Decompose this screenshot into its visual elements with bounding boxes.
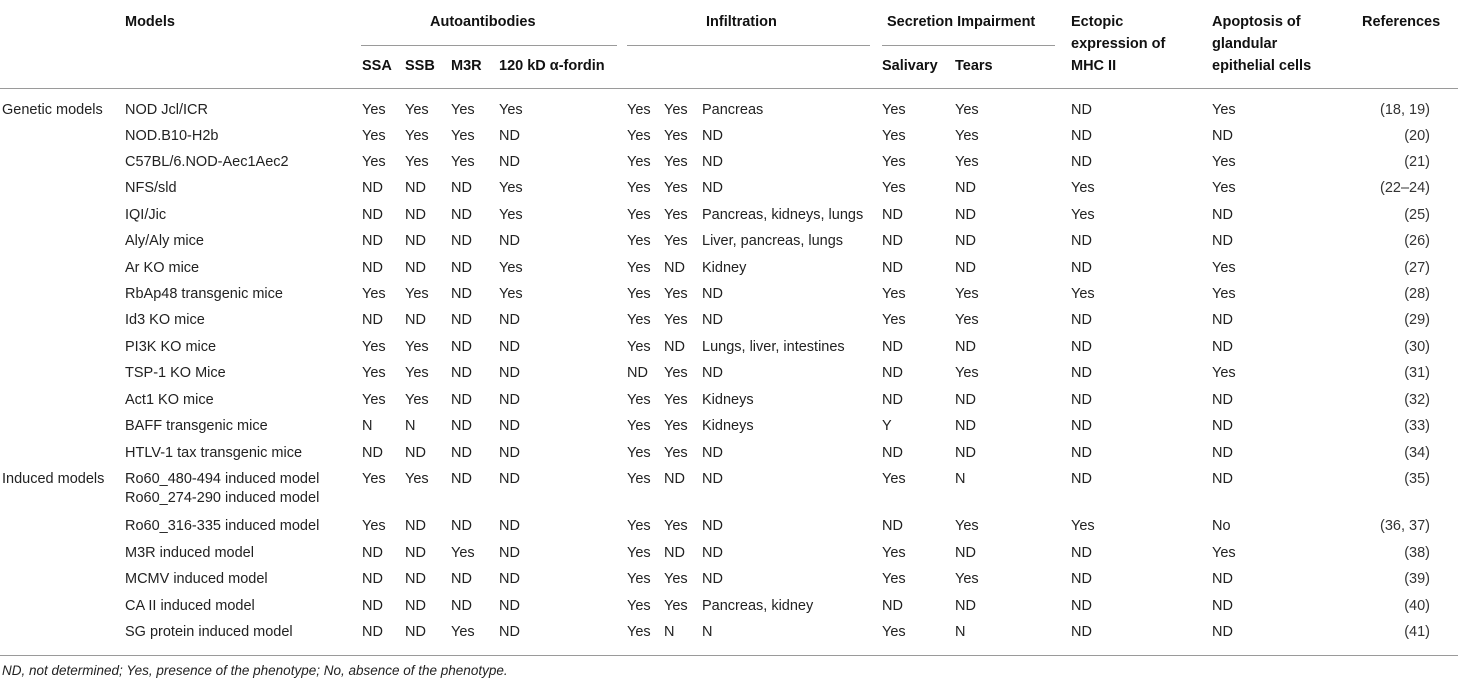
cell-inf2: N [664, 624, 675, 640]
cell-fordin: Yes [499, 260, 523, 276]
cell-inf2: Yes [664, 180, 688, 196]
cell-fordin: ND [499, 128, 520, 144]
cell-fordin: ND [499, 545, 520, 561]
cell-sal: Yes [882, 180, 906, 196]
cell-m3r: ND [451, 518, 472, 534]
header-apoptosis-3: epithelial cells [1212, 58, 1312, 74]
secretion-rule [882, 45, 1055, 46]
cell-m3r: ND [451, 445, 472, 461]
cell-ssa: Yes [362, 392, 386, 408]
cell-mhc: ND [1071, 392, 1092, 408]
cell-ssa: Yes [362, 154, 386, 170]
header-secretion-impairment: Secretion Impairment [887, 14, 1036, 30]
cell-inf3: ND [702, 180, 723, 196]
reference-cell: (33) [1404, 418, 1430, 434]
cell-inf3: ND [702, 545, 723, 561]
cell-inf3: ND [702, 365, 723, 381]
cell-ssa: ND [362, 207, 383, 223]
cell-inf2: Yes [664, 286, 688, 302]
cell-sal: ND [882, 598, 903, 614]
cell-tears: ND [955, 180, 976, 196]
cell-sal: ND [882, 445, 903, 461]
cell-mhc: ND [1071, 418, 1092, 434]
cell-m3r: ND [451, 286, 472, 302]
cell-inf1: Yes [627, 418, 651, 434]
cell-inf3: Lungs, liver, intestines [702, 339, 845, 355]
cell-inf1: Yes [627, 545, 651, 561]
cell-tears: ND [955, 260, 976, 276]
model-name: TSP-1 KO Mice [125, 365, 226, 381]
cell-ssb: ND [405, 624, 426, 640]
cell-inf3: Pancreas, kidneys, lungs [702, 207, 864, 223]
cell-ssa: Yes [362, 471, 386, 487]
cell-inf3: Kidneys [702, 392, 754, 408]
cell-mhc: Yes [1071, 180, 1095, 196]
cell-inf2: Yes [664, 312, 688, 328]
cell-ssa: ND [362, 545, 383, 561]
model-name: M3R induced model [125, 545, 254, 561]
cell-fordin: Yes [499, 286, 523, 302]
cell-mhc: ND [1071, 260, 1092, 276]
cell-ssb: Yes [405, 286, 429, 302]
model-name: Id3 KO mice [125, 312, 205, 328]
cell-fordin: ND [499, 365, 520, 381]
cell-tears: ND [955, 233, 976, 249]
cell-tears: Yes [955, 312, 979, 328]
cell-inf1: Yes [627, 471, 651, 487]
cell-sal: ND [882, 365, 903, 381]
cell-tears: Yes [955, 154, 979, 170]
cell-ssb: Yes [405, 102, 429, 118]
model-name: Act1 KO mice [125, 392, 214, 408]
reference-cell: (25) [1404, 207, 1430, 223]
cell-m3r: ND [451, 180, 472, 196]
cell-ssb: ND [405, 207, 426, 223]
cell-tears: ND [955, 418, 976, 434]
cell-inf1: Yes [627, 624, 651, 640]
cell-ssb: ND [405, 233, 426, 249]
model-name: NOD.B10-H2b [125, 128, 219, 144]
cell-apop: ND [1212, 624, 1233, 640]
cell-apop: ND [1212, 445, 1233, 461]
header-models: Models [125, 14, 175, 30]
cell-sal: ND [882, 392, 903, 408]
cell-m3r: ND [451, 233, 472, 249]
cell-mhc: ND [1071, 445, 1092, 461]
reference-cell: (41) [1404, 624, 1430, 640]
cell-mhc: ND [1071, 545, 1092, 561]
cell-tears: Yes [955, 518, 979, 534]
cell-sal: Yes [882, 102, 906, 118]
cell-tears: ND [955, 598, 976, 614]
cell-inf3: ND [702, 571, 723, 587]
model-name: PI3K KO mice [125, 339, 217, 355]
table-footnote: ND, not determined; Yes, presence of the phenotype; No, absence of the phenotype. [2, 663, 508, 678]
header-ectopic-2: expression of [1071, 36, 1166, 52]
cell-inf3: ND [702, 445, 723, 461]
cell-inf1: Yes [627, 260, 651, 276]
cell-tears: Yes [955, 128, 979, 144]
cell-apop: ND [1212, 207, 1233, 223]
subheader-ssb: SSB [405, 58, 435, 74]
cell-mhc: ND [1071, 598, 1092, 614]
model-name: C57BL/6.NOD-Aec1Aec2 [125, 154, 289, 170]
model-name: CA II induced model [125, 598, 255, 614]
cell-m3r: ND [451, 471, 472, 487]
cell-inf2: ND [664, 545, 685, 561]
cell-sal: Yes [882, 471, 906, 487]
cell-sal: Y [882, 418, 892, 434]
cell-apop: Yes [1212, 260, 1236, 276]
cell-sal: ND [882, 233, 903, 249]
cell-sal: ND [882, 518, 903, 534]
cell-sal: Yes [882, 286, 906, 302]
reference-cell: (32) [1404, 392, 1430, 408]
cell-fordin: Yes [499, 180, 523, 196]
model-name: Ro60_480-494 induced model [125, 471, 320, 487]
cell-m3r: Yes [451, 624, 475, 640]
model-name: NFS/sld [125, 180, 177, 196]
model-name: Aly/Aly mice [125, 233, 204, 249]
reference-cell: (29) [1404, 312, 1430, 328]
cell-ssa: Yes [362, 365, 386, 381]
cell-apop: Yes [1212, 365, 1236, 381]
cell-fordin: ND [499, 312, 520, 328]
cell-ssa: ND [362, 624, 383, 640]
cell-apop: Yes [1212, 180, 1236, 196]
cell-ssa: ND [362, 233, 383, 249]
reference-cell: (21) [1404, 154, 1430, 170]
cell-tears: ND [955, 339, 976, 355]
reference-cell: (40) [1404, 598, 1430, 614]
group-label: Genetic models [2, 102, 103, 118]
cell-inf2: Yes [664, 571, 688, 587]
cell-apop: ND [1212, 233, 1233, 249]
cell-sal: Yes [882, 154, 906, 170]
header-references: References [1362, 14, 1441, 30]
cell-inf1: Yes [627, 233, 651, 249]
cell-inf2: Yes [664, 233, 688, 249]
reference-cell: (30) [1404, 339, 1430, 355]
cell-fordin: ND [499, 518, 520, 534]
cell-ssa: Yes [362, 339, 386, 355]
cell-tears: ND [955, 445, 976, 461]
cell-apop: Yes [1212, 545, 1236, 561]
cell-ssb: Yes [405, 392, 429, 408]
cell-mhc: ND [1071, 624, 1092, 640]
cell-ssb: ND [405, 598, 426, 614]
cell-inf1: Yes [627, 154, 651, 170]
model-name: BAFF transgenic mice [125, 418, 268, 434]
infiltration-rule [627, 45, 870, 46]
cell-tears: Yes [955, 102, 979, 118]
cell-inf3: ND [702, 154, 723, 170]
header-infiltration: Infiltration [706, 14, 777, 30]
cell-sal: Yes [882, 624, 906, 640]
cell-mhc: ND [1071, 571, 1092, 587]
subheader-salivary: Salivary [882, 58, 938, 74]
cell-inf2: Yes [664, 128, 688, 144]
cell-sal: Yes [882, 128, 906, 144]
cell-ssa: ND [362, 312, 383, 328]
cell-inf1: Yes [627, 339, 651, 355]
cell-ssa: N [362, 418, 373, 434]
cell-inf1: Yes [627, 207, 651, 223]
cell-fordin: ND [499, 445, 520, 461]
cell-sal: ND [882, 339, 903, 355]
cell-ssa: ND [362, 445, 383, 461]
cell-inf2: ND [664, 339, 685, 355]
cell-inf1: Yes [627, 598, 651, 614]
cell-apop: ND [1212, 339, 1233, 355]
cell-inf2: Yes [664, 445, 688, 461]
header-ectopic-1: Ectopic [1071, 14, 1124, 30]
cell-ssb: Yes [405, 154, 429, 170]
cell-mhc: ND [1071, 339, 1092, 355]
cell-inf3: ND [702, 286, 723, 302]
cell-fordin: Yes [499, 102, 523, 118]
header-autoantibodies: Autoantibodies [430, 14, 536, 30]
model-name: Ar KO mice [125, 260, 200, 276]
cell-tears: Yes [955, 286, 979, 302]
model-name: Ro60_274-290 induced model [125, 490, 320, 506]
cell-m3r: ND [451, 365, 472, 381]
cell-ssa: ND [362, 571, 383, 587]
cell-inf1: Yes [627, 518, 651, 534]
cell-m3r: Yes [451, 102, 475, 118]
reference-cell: (34) [1404, 445, 1430, 461]
subheader-120kd-fordin: 120 kD α-fordin [499, 58, 605, 74]
reference-cell: (18, 19) [1380, 102, 1430, 118]
cell-tears: ND [955, 392, 976, 408]
header-apoptosis-1: Apoptosis of [1212, 14, 1301, 30]
cell-mhc: ND [1071, 233, 1092, 249]
reference-cell: (22–24) [1380, 180, 1430, 196]
reference-cell: (39) [1404, 571, 1430, 587]
cell-apop: ND [1212, 392, 1233, 408]
cell-ssa: Yes [362, 286, 386, 302]
model-name: NOD Jcl/ICR [125, 102, 208, 118]
cell-mhc: ND [1071, 102, 1092, 118]
cell-tears: ND [955, 207, 976, 223]
cell-inf2: Yes [664, 392, 688, 408]
subheader-tears: Tears [955, 58, 993, 74]
cell-m3r: ND [451, 392, 472, 408]
subheader-ssa: SSA [362, 58, 392, 74]
cell-m3r: ND [451, 571, 472, 587]
cell-ssb: ND [405, 518, 426, 534]
cell-inf3: Liver, pancreas, lungs [702, 233, 844, 249]
model-name: RbAp48 transgenic mice [125, 286, 283, 302]
model-name: MCMV induced model [125, 571, 268, 587]
cell-m3r: Yes [451, 128, 475, 144]
cell-tears: ND [955, 545, 976, 561]
reference-cell: (28) [1404, 286, 1430, 302]
cell-mhc: ND [1071, 128, 1092, 144]
cell-ssa: Yes [362, 518, 386, 534]
cell-ssb: Yes [405, 365, 429, 381]
cell-ssb: Yes [405, 339, 429, 355]
cell-inf2: Yes [664, 598, 688, 614]
cell-inf3: Pancreas, kidney [702, 598, 814, 614]
cell-ssb: ND [405, 312, 426, 328]
cell-inf1: Yes [627, 392, 651, 408]
cell-m3r: ND [451, 312, 472, 328]
cell-mhc: ND [1071, 471, 1092, 487]
cell-mhc: Yes [1071, 518, 1095, 534]
cell-sal: ND [882, 207, 903, 223]
cell-tears: N [955, 624, 966, 640]
cell-fordin: ND [499, 392, 520, 408]
cell-sal: Yes [882, 545, 906, 561]
reference-cell: (38) [1404, 545, 1430, 561]
cell-fordin: ND [499, 571, 520, 587]
autoantibodies-rule [361, 45, 617, 46]
cell-inf2: Yes [664, 102, 688, 118]
reference-cell: (27) [1404, 260, 1430, 276]
cell-inf1: Yes [627, 286, 651, 302]
model-name: SG protein induced model [125, 624, 293, 640]
cell-ssa: Yes [362, 102, 386, 118]
cell-inf3: ND [702, 128, 723, 144]
cell-ssa: ND [362, 180, 383, 196]
cell-inf2: Yes [664, 207, 688, 223]
cell-fordin: ND [499, 624, 520, 640]
cell-inf2: Yes [664, 154, 688, 170]
cell-ssb: ND [405, 445, 426, 461]
cell-inf2: Yes [664, 418, 688, 434]
cell-ssb: Yes [405, 471, 429, 487]
cell-fordin: ND [499, 418, 520, 434]
reference-cell: (26) [1404, 233, 1430, 249]
cell-ssb: ND [405, 180, 426, 196]
cell-sal: Yes [882, 571, 906, 587]
group-label: Induced models [2, 471, 105, 487]
cell-apop: Yes [1212, 286, 1236, 302]
cell-fordin: ND [499, 233, 520, 249]
model-name: HTLV-1 tax transgenic mice [125, 445, 303, 461]
cell-sal: Yes [882, 312, 906, 328]
cell-ssb: ND [405, 260, 426, 276]
cell-apop: No [1212, 518, 1231, 534]
subheader-m3r: M3R [451, 58, 482, 74]
header-apoptosis-2: glandular [1212, 36, 1278, 52]
cell-m3r: ND [451, 260, 472, 276]
model-name: IQI/Jic [125, 207, 167, 223]
cell-fordin: ND [499, 471, 520, 487]
cell-fordin: ND [499, 339, 520, 355]
cell-tears: N [955, 471, 966, 487]
cell-apop: Yes [1212, 154, 1236, 170]
cell-mhc: ND [1071, 312, 1092, 328]
cell-apop: ND [1212, 418, 1233, 434]
cell-ssa: ND [362, 598, 383, 614]
cell-ssb: ND [405, 545, 426, 561]
cell-sal: ND [882, 260, 903, 276]
model-name: Ro60_316-335 induced model [125, 518, 320, 534]
cell-m3r: Yes [451, 545, 475, 561]
cell-m3r: ND [451, 418, 472, 434]
cell-inf2: Yes [664, 518, 688, 534]
header-bottom-rule [0, 88, 1458, 89]
reference-cell: (36, 37) [1380, 518, 1430, 534]
cell-inf3: ND [702, 312, 723, 328]
cell-mhc: ND [1071, 154, 1092, 170]
cell-m3r: ND [451, 598, 472, 614]
cell-ssa: Yes [362, 128, 386, 144]
cell-inf3: N [702, 624, 713, 640]
header-ectopic-3: MHC II [1071, 58, 1117, 74]
cell-apop: ND [1212, 312, 1233, 328]
cell-tears: Yes [955, 365, 979, 381]
cell-mhc: Yes [1071, 207, 1095, 223]
cell-inf2: Yes [664, 365, 688, 381]
cell-ssb: N [405, 418, 416, 434]
cell-inf3: ND [702, 518, 723, 534]
cell-ssb: ND [405, 571, 426, 587]
cell-fordin: ND [499, 154, 520, 170]
cell-apop: ND [1212, 471, 1233, 487]
cell-inf3: Kidney [702, 260, 747, 276]
cell-m3r: ND [451, 207, 472, 223]
cell-mhc: ND [1071, 365, 1092, 381]
cell-apop: ND [1212, 598, 1233, 614]
cell-apop: Yes [1212, 102, 1236, 118]
cell-inf3: ND [702, 471, 723, 487]
cell-inf1: Yes [627, 571, 651, 587]
cell-ssa: ND [362, 260, 383, 276]
cell-mhc: Yes [1071, 286, 1095, 302]
cell-tears: Yes [955, 571, 979, 587]
cell-m3r: ND [451, 339, 472, 355]
cell-apop: ND [1212, 128, 1233, 144]
reference-cell: (20) [1404, 128, 1430, 144]
cell-m3r: Yes [451, 154, 475, 170]
cell-inf1: Yes [627, 180, 651, 196]
cell-inf1: Yes [627, 312, 651, 328]
cell-inf2: ND [664, 471, 685, 487]
cell-inf1: Yes [627, 445, 651, 461]
cell-inf1: Yes [627, 128, 651, 144]
cell-fordin: ND [499, 598, 520, 614]
cell-inf3: Kidneys [702, 418, 754, 434]
reference-cell: (31) [1404, 365, 1430, 381]
reference-cell: (35) [1404, 471, 1430, 487]
table-bottom-rule [0, 655, 1458, 656]
cell-apop: ND [1212, 571, 1233, 587]
cell-inf3: Pancreas [702, 102, 764, 118]
cell-inf1: ND [627, 365, 648, 381]
cell-fordin: Yes [499, 207, 523, 223]
cell-inf1: Yes [627, 102, 651, 118]
cell-ssb: Yes [405, 128, 429, 144]
cell-inf2: ND [664, 260, 685, 276]
